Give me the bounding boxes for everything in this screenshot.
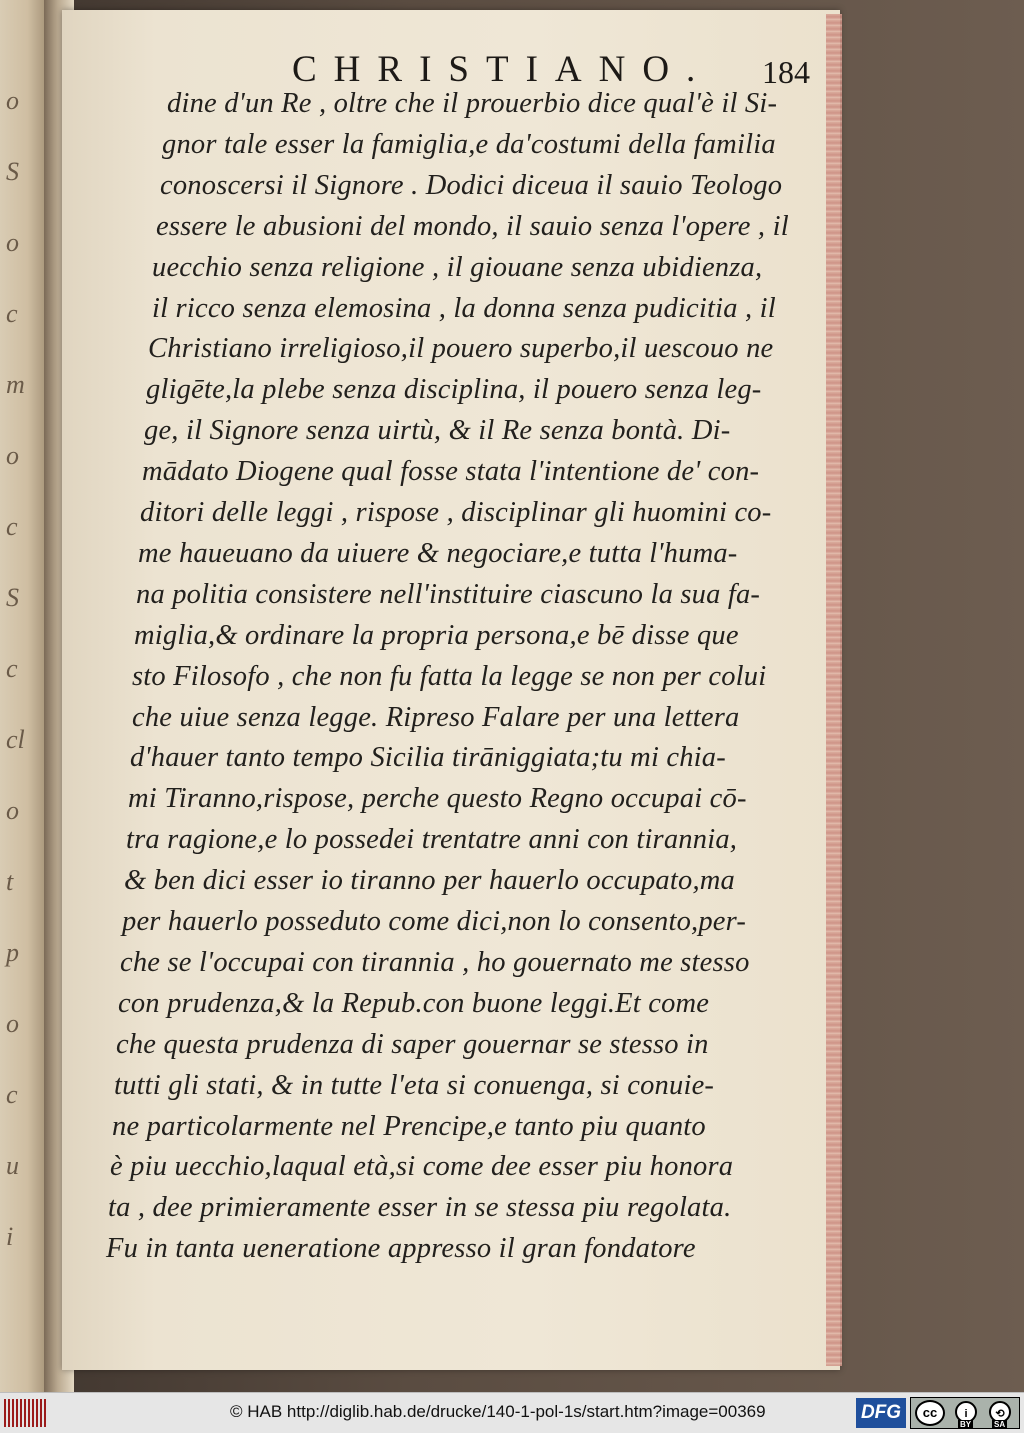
text-line: conoscersi il Signore . Dodici diceua il sauio Teologo <box>160 169 783 201</box>
facing-page-glyph: o <box>6 86 19 115</box>
viewer-footer <box>0 1392 1024 1433</box>
facing-page-glyph: o <box>6 441 19 470</box>
running-title: CHRISTIANO. <box>292 49 713 90</box>
text-line: con prudenza,& la Repub.con buone leggi.Et come <box>118 987 710 1019</box>
text-line: ne particolarmente nel Prencipe,e tanto piu quanto <box>112 1110 706 1142</box>
dfg-logo: DFG <box>856 1398 906 1428</box>
text-line: miglia,& ordinare la propria persona,e bē disse que <box>134 619 739 651</box>
text-line: gnor tale esser la famiglia,e da'costumi della familia <box>162 128 776 160</box>
text-line: ge, il Signore senza uirtù, & il Re senza bontà. Di- <box>144 415 731 447</box>
book-page <box>62 10 840 1370</box>
text-line: & ben dici esser io tiranno per hauerlo occupato,ma <box>124 865 735 897</box>
text-line: il ricco senza elemosina , la donna senza pudicitia , il <box>152 292 776 324</box>
page-number: 184 <box>762 54 810 90</box>
facing-page-glyph: i <box>6 1222 14 1251</box>
text-line: dine d'un Re , oltre che il prouerbio dice qual'è il Si- <box>167 88 778 119</box>
text-line: che questa prudenza di saper gouernar se stesso in <box>116 1028 709 1060</box>
cc-license-badge[interactable] <box>910 1397 1020 1429</box>
text-line: ditori delle leggi , rispose , disciplinar gli huomini co- <box>140 497 772 528</box>
facing-page-glyph: t <box>6 867 14 896</box>
facing-page-glyph: m <box>6 370 25 399</box>
text-line: tutti gli stati, & in tutte l'eta si conuenga, si conuie- <box>114 1069 715 1101</box>
attribution-link[interactable]: © HAB http://diglib.hab.de/drucke/140-1-pol-1s/start.htm?image=00369 <box>230 1402 766 1421</box>
text-line: d'hauer tanto tempo Sicilia tirāniggiata;tu mi chia- <box>130 742 726 774</box>
facing-page-glyph: S <box>6 157 19 186</box>
facing-page-glyph: c <box>6 1080 18 1109</box>
facing-page-glyph: c <box>6 512 18 541</box>
cc-sa-label: SA <box>994 1420 1006 1429</box>
attribution-person-icon: i <box>955 1401 977 1423</box>
text-line: me haueuano da uiuere & negociare,e tutta l'huma- <box>138 537 738 569</box>
text-line: mi Tiranno,rispose, perche questo Regno occupai cō- <box>128 783 747 815</box>
text-line: per hauerlo posseduto come dici,non lo consento,per- <box>122 906 747 937</box>
facing-page-glyph: p <box>6 938 19 967</box>
facing-page-glyph: S <box>6 583 19 612</box>
red-page-edge <box>826 14 842 1366</box>
hab-logo-icon <box>4 1399 48 1427</box>
text-line: Christiano irreligioso,il pouero superbo,il uescouo ne <box>148 333 774 365</box>
cc-icon: cc <box>915 1400 945 1426</box>
text-line: uecchio senza religione , il giouane senza ubidienza, <box>152 251 763 283</box>
facing-page-glyph: c <box>6 654 18 683</box>
text-line: sto Filosofo , che non fu fatta la legge se non per colui <box>132 660 767 692</box>
facing-page-glyph: c <box>6 299 18 328</box>
facing-page-edge <box>0 0 46 1392</box>
text-line: ta , dee primieramente esser in se stessa piu regolata. <box>108 1192 732 1224</box>
share-alike-icon: ⟲ <box>989 1401 1011 1423</box>
text-line: che uiue senza legge. Ripreso Falare per una lettera <box>132 701 740 733</box>
text-line: mādato Diogene qual fosse stata l'intentione de' con- <box>142 456 760 488</box>
facing-page-glyph: cl <box>6 725 25 754</box>
text-line: tra ragione,e lo possedei trentatre anni con tirannia, <box>126 824 738 856</box>
text-line: essere le abusioni del mondo, il sauio senza l'opere , il <box>156 210 789 242</box>
facing-page-glyph: o <box>6 228 19 257</box>
text-line: gligēte,la plebe senza disciplina, il pouero senza leg- <box>146 374 762 406</box>
text-line: na politia consistere nell'instituire ciascuno la sua fa- <box>136 578 761 610</box>
text-line: è piu uecchio,laqual età,si come dee esser piu honora <box>110 1151 734 1183</box>
text-line: Fu in tanta ueneratione appresso il gran fondatore <box>106 1233 696 1265</box>
cc-by-label: BY <box>960 1420 972 1429</box>
text-line: che se l'occupai con tirannia , ho gouernato me stesso <box>120 946 750 978</box>
facing-page-glyph: o <box>6 796 19 825</box>
facing-page-glyph: u <box>6 1151 19 1180</box>
facing-page-glyph: o <box>6 1009 19 1038</box>
